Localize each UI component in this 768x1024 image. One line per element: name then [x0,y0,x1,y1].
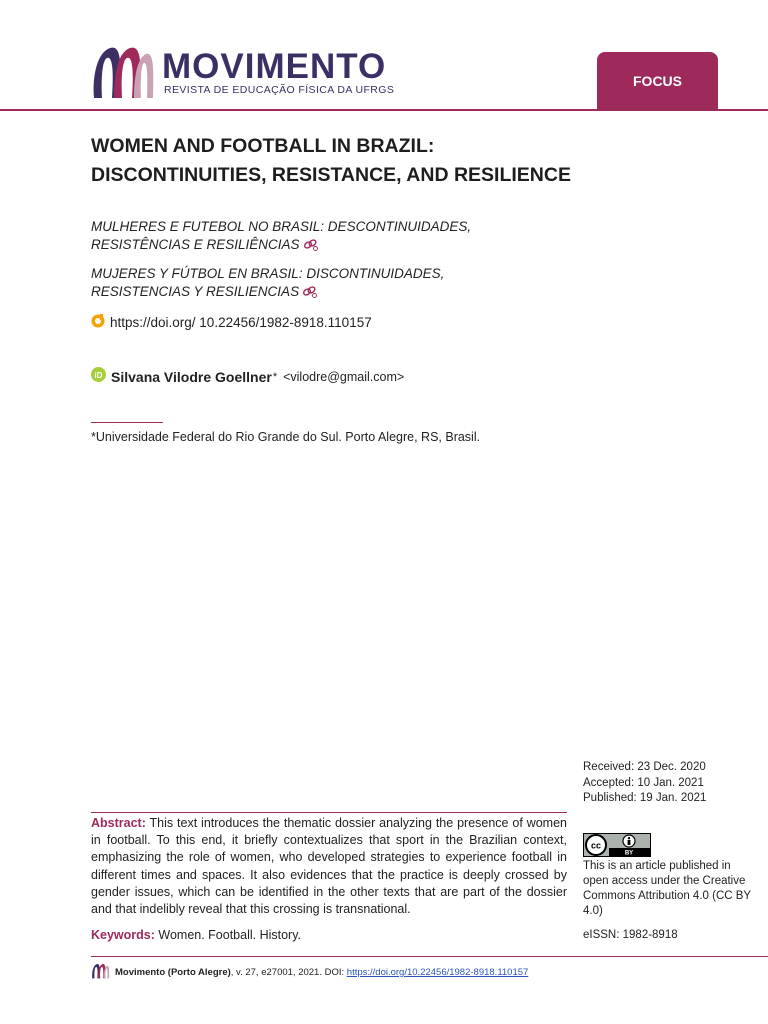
crossref-link-icon[interactable] [302,285,317,303]
footer-citation-text: , v. 27, e27001, 2021. DOI: [230,967,347,978]
license-statement: This is an article published in open access under the Creative Commons Attribution 4.0 (CC BY 4.0) [583,860,751,917]
abstract-divider [91,812,567,813]
footnote-divider [91,422,163,423]
header-divider [0,109,768,111]
alt-title-spanish [91,265,531,303]
keywords-label: Keywords: [91,928,155,942]
abstract-text: This text introduces the thematic dossier analyzing the presence of women in football. To this end, it briefly contextualizes that sport in the Brazilian context, emphasizing the role of women, who developed strategies to experience football in different times and spaces. It also evidences that the practice is deeply crossed by gender issues, which can be identified in the other texts that are part of the dossier and that indelibly reveal that this crossing is transnational. [91,816,567,917]
author-affiliation: *Universidade Federal do Rio Grande do Sul. Porto Alegre, RS, Brasil. [91,430,481,444]
logo-subtitle: REVISTA DE EDUCAÇÃO FÍSICA DA UFRGS [164,84,395,96]
movimento-logo-icon [91,963,110,982]
footer-doi-link[interactable]: https://doi.org/10.22456/1982-8918.110157 [346,967,529,978]
footer-citation [91,963,528,982]
logo-name: MOVIMENTO [162,47,387,86]
accepted-date: Accepted: 10 Jan. 2021 [583,776,704,789]
article-title: WOMEN AND FOOTBALL IN BRAZIL: DISCONTINUITIES, RESISTANCE, AND RESILIENCE [91,135,571,186]
movimento-logo-icon [90,44,156,100]
journal-logo [90,44,395,102]
footer-divider [91,956,768,957]
doi-link[interactable]: https://doi.org/ 10.22456/1982-8918.110157 [110,314,372,330]
published-date: Published: 19 Jan. 2021 [583,792,707,804]
author-line [91,367,404,387]
received-date: Received: 23 Dec. 2020 [583,761,706,773]
eissn: eISSN: 1982-8918 [583,929,678,941]
keywords-text: Women. Football. History. [154,928,302,942]
author-name: Silvana Vilodre Goellner [111,369,272,385]
cc-by-badge-icon[interactable] [583,833,651,862]
doi-line [91,313,372,331]
footer-journal: Movimento (Porto Alegre) [115,967,231,978]
abstract [91,815,567,918]
crossref-link-icon[interactable] [303,238,318,256]
author-affiliation-marker: * [272,371,278,383]
alt-title-spanish-text: MUJERES Y FÚTBOL EN BRASIL: DISCONTINUIDADES, RESISTENCIAS Y RESILIENCIAS [91,266,445,299]
svg-text:cc: cc [590,840,602,851]
publication-dates [583,760,706,807]
section-tab: FOCUS [597,52,718,110]
cc-badge-text: BY [624,850,634,857]
svg-text:iD: iD [94,370,103,380]
orcid-icon[interactable] [91,367,106,387]
abstract-label: Abstract: [91,816,146,830]
alt-title-portuguese [91,218,531,256]
keywords [91,928,301,942]
doi-icon [91,313,106,331]
author-email[interactable]: <vilodre@gmail.com> [283,370,405,384]
alt-title-portuguese-text: MULHERES E FUTEBOL NO BRASIL: DESCONTINUIDADES, RESISTÊNCIAS E RESILIÊNCIAS [91,219,472,252]
